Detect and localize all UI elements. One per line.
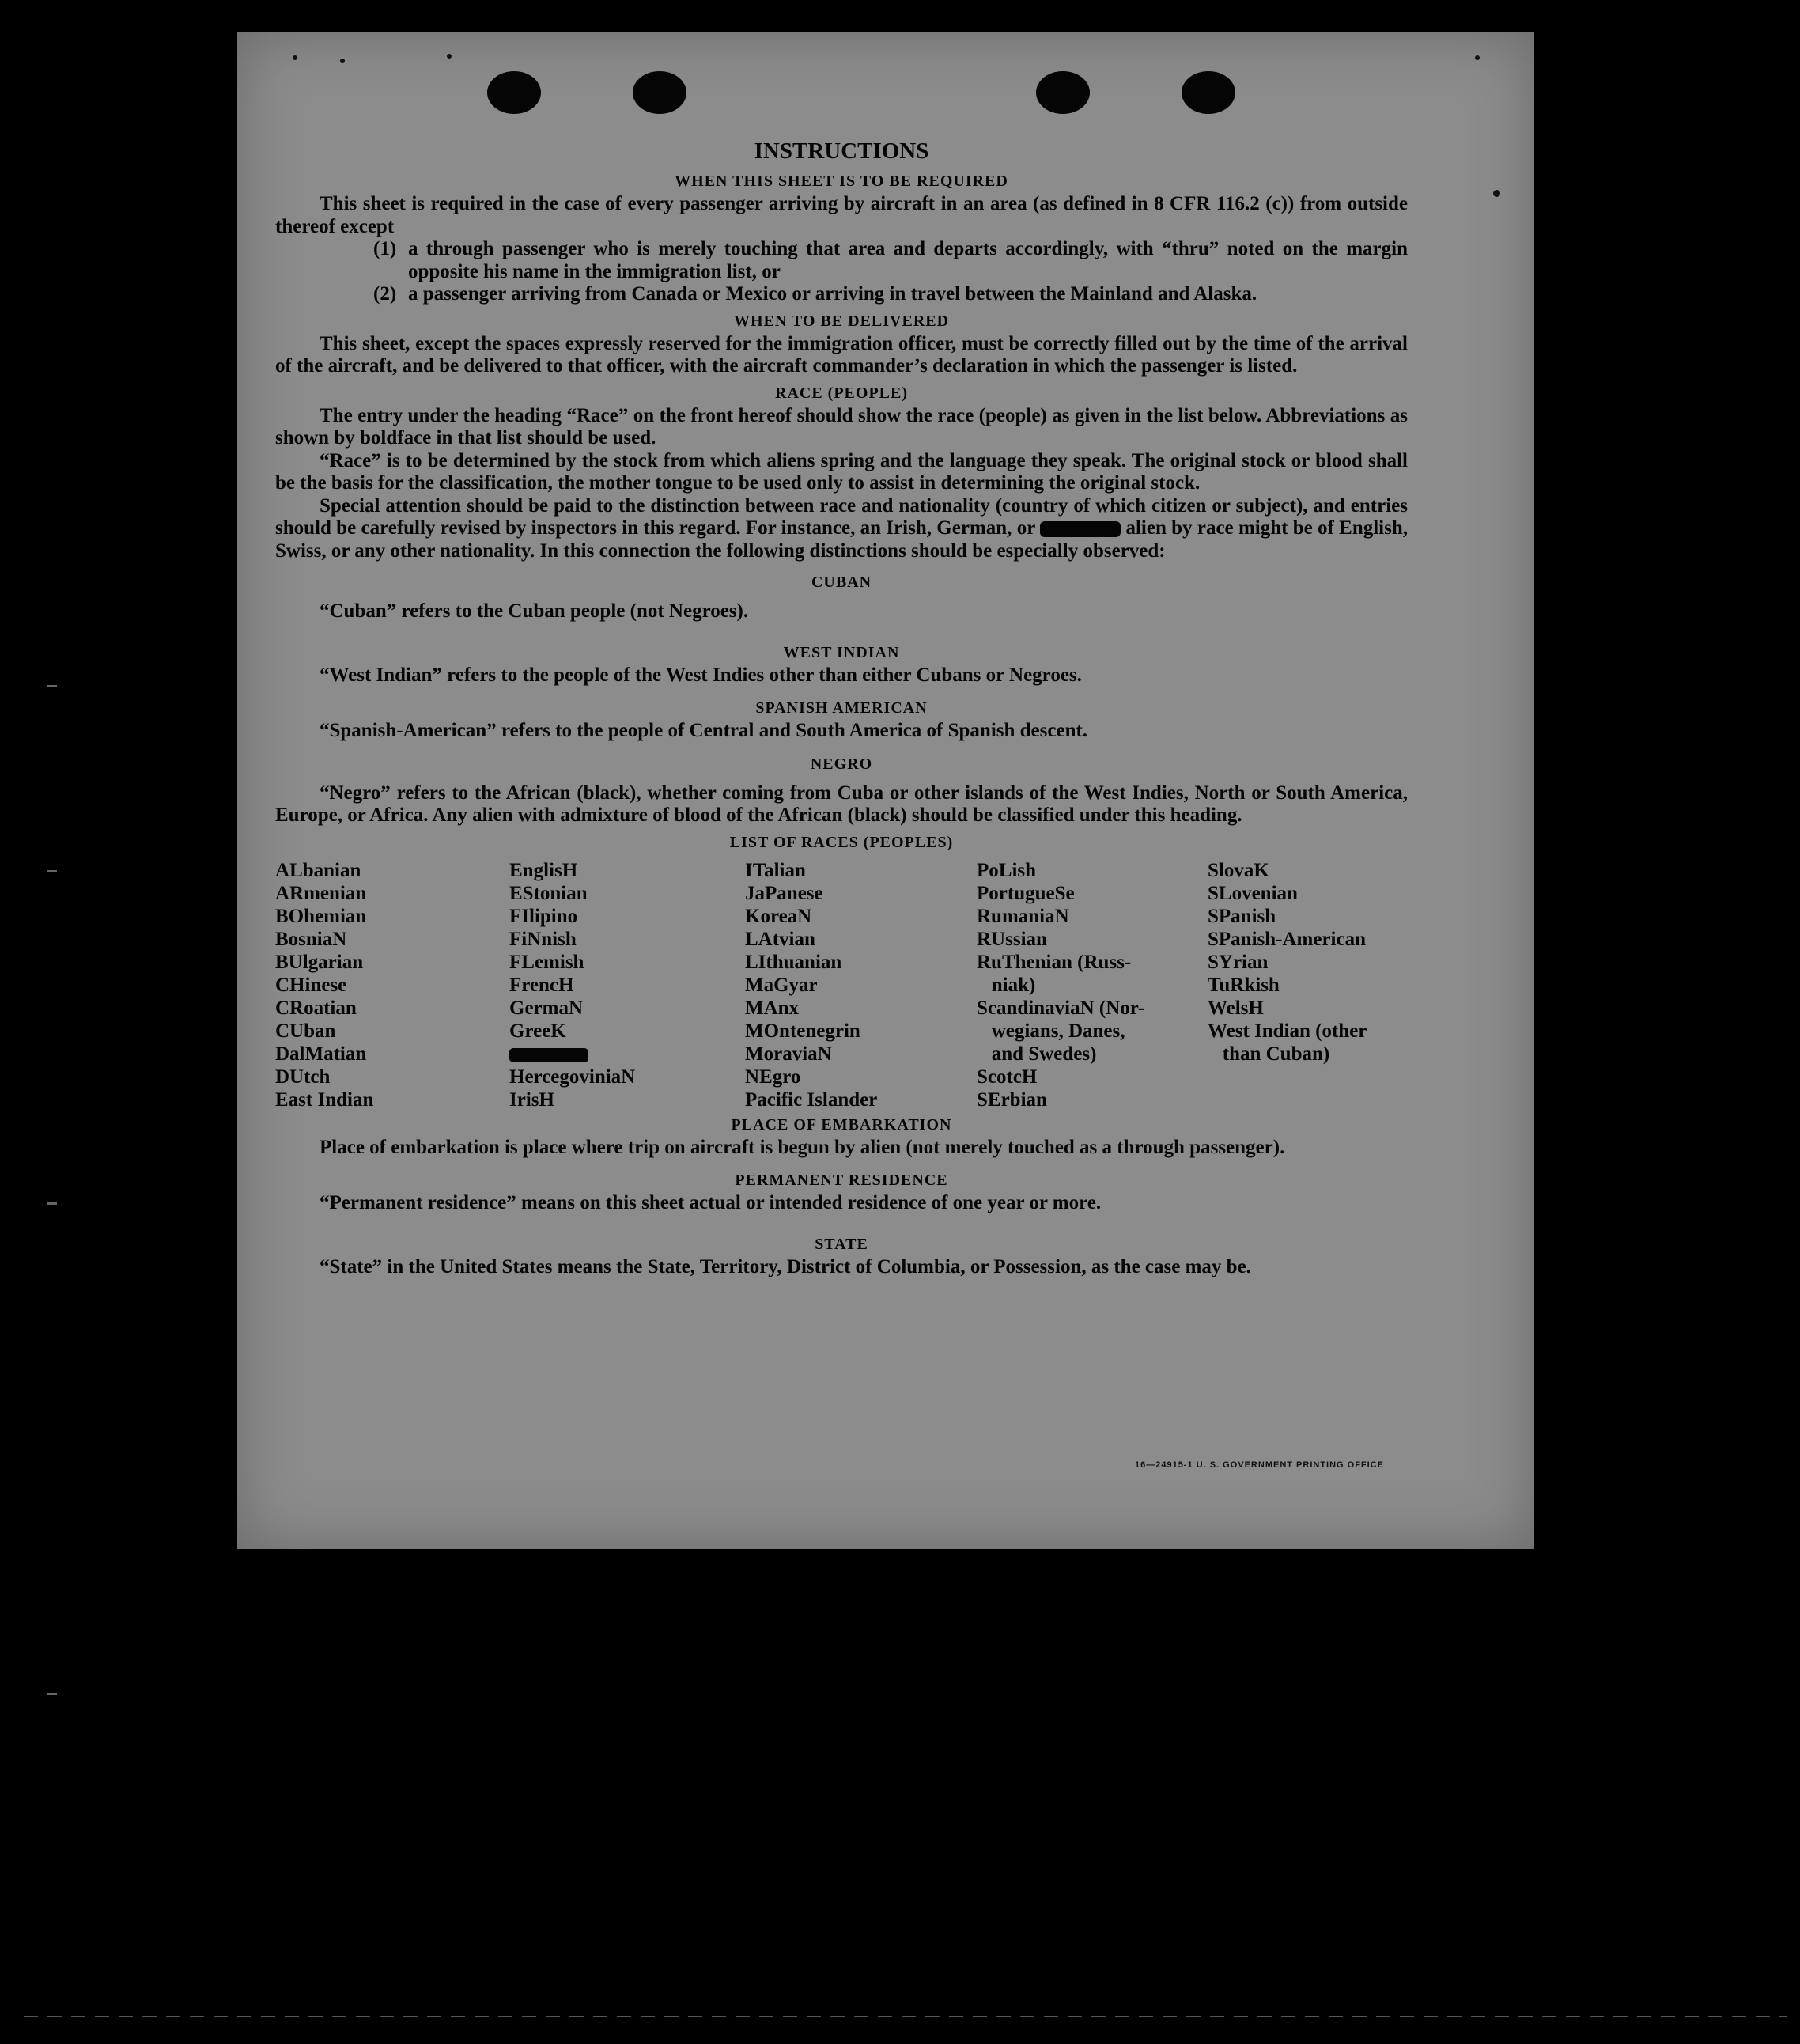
race-paragraph-1: The entry under the heading “Race” on the front hereof should show the race (people) as given in the list below. Abbreviations as shown by boldface in that list should be used. — [275, 404, 1408, 449]
heading-list-of-races: LIST OF RACES (PEOPLES) — [729, 833, 954, 851]
races-column-3 — [745, 859, 977, 1111]
race-entry: SlovaK — [1208, 859, 1269, 881]
race-entry: FIlipino — [509, 905, 578, 927]
speck — [447, 54, 452, 59]
speck — [47, 870, 57, 872]
required-body: This sheet is required in the case of every passenger arriving by aircraft in an area (as defined in 8 CFR 116.2 (c)) from outside thereof except — [275, 193, 1408, 237]
heading-state: STATE — [815, 1235, 868, 1253]
race-entry: CHinese — [275, 974, 347, 996]
speck — [1475, 55, 1480, 60]
race-entry: SErbian — [977, 1088, 1047, 1111]
race-entry: WelsH — [1208, 997, 1264, 1019]
heading-cuban: CUBAN — [811, 573, 872, 591]
race-entry: SPanish — [1208, 905, 1276, 927]
race-entry: FiNnish — [509, 928, 577, 950]
race-entry: BOhemian — [275, 905, 367, 927]
races-column-2 — [509, 859, 745, 1111]
race-entry: GreeK — [509, 1020, 566, 1042]
race-entry: FLemish — [509, 951, 584, 973]
race-entry: MoraviaN — [745, 1043, 832, 1065]
race-entry: wegians, Danes, — [977, 1020, 1125, 1042]
speck — [47, 1693, 57, 1695]
race-entry: NEgro — [745, 1066, 801, 1088]
race-entry: LAtvian — [745, 928, 815, 950]
race-entry: MaGyar — [745, 974, 818, 996]
redaction-mark — [509, 1048, 588, 1062]
exception-item: (1) a through passenger who is merely touching that area and departs accordingly, with “thru” noted on the margin opposite his name in the immigration list, or — [373, 238, 1408, 282]
exception-item: (2) a passenger arriving from Canada or Mexico or arriving in travel between the Mainland and Alaska. — [373, 283, 1257, 305]
races-column-1 — [275, 859, 509, 1111]
race-entry: CRoatian — [275, 997, 357, 1019]
scan-edge-line — [24, 2016, 1787, 2017]
heading-residence: PERMANENT RESIDENCE — [735, 1172, 948, 1189]
punch-hole — [487, 71, 541, 114]
speck — [340, 59, 345, 63]
race-entry: PoLish — [977, 859, 1037, 881]
page-title: INSTRUCTIONS — [754, 138, 929, 164]
race-entry: DUtch — [275, 1066, 331, 1088]
race-entry: KoreaN — [745, 905, 812, 927]
spanish-american-body: “Spanish-American” refers to the people of Central and South America of Spanish descent. — [320, 720, 1088, 741]
speck — [293, 55, 297, 60]
race-entry: RumaniaN — [977, 905, 1069, 927]
negro-body: “Negro” refers to the African (black), whether coming from Cuba or other islands of the West Indies, North or South America, Europe, or Africa. Any alien with admixture of blood of the African (black) should be classified under this heading. — [275, 782, 1408, 826]
embarkation-body: Place of embarkation is place where trip on aircraft is begun by alien (not merely touched as a through passenger). — [320, 1136, 1285, 1158]
printing-office-code: 16—24915-1 U. S. GOVERNMENT PRINTING OFFICE — [1134, 1460, 1384, 1470]
race-entry: East Indian — [275, 1088, 374, 1111]
punch-hole — [1182, 71, 1235, 114]
race-entry: PortugueSe — [977, 882, 1075, 904]
race-entry: GermaN — [509, 997, 584, 1019]
race-entry: TuRkish — [1208, 974, 1280, 996]
race-entry: Pacific Islander — [745, 1088, 878, 1111]
race-entry: FrencH — [509, 974, 574, 996]
speck — [47, 1202, 57, 1205]
race-entry: SPanish-American — [1208, 928, 1366, 950]
race-entry: than Cuban) — [1208, 1043, 1330, 1065]
speck — [47, 685, 57, 687]
speck — [1493, 190, 1500, 197]
race-paragraph-3: Special attention should be paid to the distinction between race and nationality (country of which citizen or subject), and entries should be carefully revised by inspectors in this regard. For instance, an Irish, German, or alien by race might be of English, Swiss, or any other nationality. In this connection the following distinctions should be especially observed: — [275, 494, 1409, 562]
race-entry: EStonian — [509, 882, 588, 904]
race-entry: RUssian — [977, 928, 1047, 950]
races-column-5 — [1208, 859, 1408, 1111]
race-entry: SYrian — [1208, 951, 1269, 973]
heading-required: WHEN THIS SHEET IS TO BE REQUIRED — [675, 172, 1008, 190]
races-column-4 — [977, 859, 1208, 1111]
heading-race: RACE (PEOPLE) — [775, 384, 908, 402]
heading-delivered: WHEN TO BE DELIVERED — [733, 312, 950, 330]
punch-hole — [633, 71, 686, 114]
state-body: “State” in the United States means the State, Territory, District of Columbia, or Possession, as the case may be. — [320, 1255, 1251, 1278]
residence-body: “Permanent residence” means on this sheet actual or intended residence of one year or more. — [320, 1192, 1102, 1213]
race-entry: LIthuanian — [745, 951, 842, 973]
race-entry: West Indian (other — [1208, 1020, 1367, 1042]
race-entry: MAnx — [745, 997, 800, 1019]
race-entry: ARmenian — [275, 882, 367, 904]
race-entry: and Swedes) — [977, 1043, 1097, 1065]
west-indian-body: “West Indian” refers to the people of the West Indies other than either Cubans or Negroes. — [320, 664, 1082, 686]
race-entry: ScotcH — [977, 1066, 1038, 1088]
race-entry: niak) — [977, 974, 1036, 996]
race-entry: IrisH — [509, 1088, 554, 1111]
races-list — [275, 859, 1408, 1111]
heading-negro: NEGRO — [810, 755, 873, 773]
race-entry: HercegoviniaN — [509, 1066, 636, 1088]
heading-west-indian: WEST INDIAN — [783, 643, 900, 661]
race-entry-redacted — [509, 1043, 745, 1066]
race-entry: MOntenegrin — [745, 1020, 860, 1042]
redaction-mark — [1040, 521, 1121, 537]
race-entry: JaPanese — [745, 882, 823, 904]
race-entry: DalMatian — [275, 1043, 367, 1065]
race-entry: ITalian — [745, 859, 806, 881]
race-entry: BosniaN — [275, 928, 347, 950]
race-entry: SLovenian — [1208, 882, 1298, 904]
heading-embarkation: PLACE OF EMBARKATION — [731, 1115, 952, 1134]
race-entry: ALbanian — [275, 859, 361, 881]
heading-spanish-american: SPANISH AMERICAN — [755, 699, 928, 717]
document-sheet — [237, 32, 1534, 1549]
race-entry: EnglisH — [509, 859, 578, 881]
race-entry: ScandinaviaN (Nor- — [977, 997, 1145, 1019]
race-entry: CUban — [275, 1020, 336, 1042]
delivered-body: This sheet, except the spaces expressly reserved for the immigration officer, must be correctly filled out by the time of the arrival of the aircraft, and be delivered to that officer, with the aircraft commander’s declaration in which the passenger is listed. — [275, 332, 1408, 377]
race-entry: RuThenian (Russ- — [977, 951, 1132, 973]
race-entry: BUlgarian — [275, 951, 364, 973]
punch-hole — [1036, 71, 1090, 114]
cuban-body: “Cuban” refers to the Cuban people (not Negroes). — [320, 600, 749, 622]
race-paragraph-2: “Race” is to be determined by the stock from which aliens spring and the language they speak. The original stock or blood shall be the basis for the classification, the mother tongue to be used only to assist in determining the original stock. — [275, 449, 1408, 494]
instructions-text — [275, 136, 1408, 1278]
